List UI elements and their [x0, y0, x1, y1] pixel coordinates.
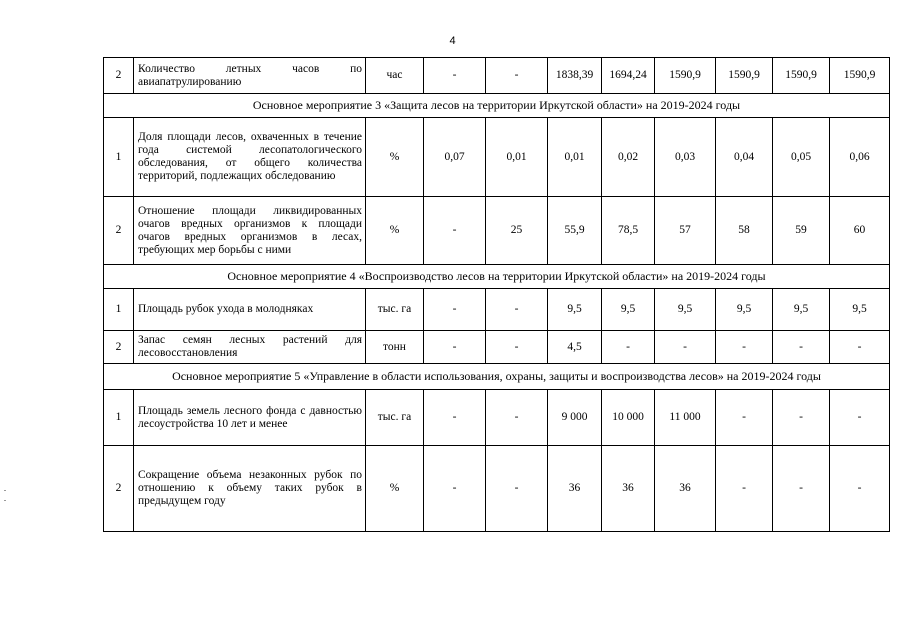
table-row	[104, 197, 890, 265]
value-cell: 57	[655, 197, 716, 265]
unit-cell: %	[366, 118, 424, 197]
value-cell: -	[424, 446, 486, 532]
indicator-name: Доля площади лесов, охваченных в течение года системой лесопатологического обследования, от общего количества территорий, подлежащих обследованию	[134, 118, 366, 197]
table-row	[104, 58, 890, 94]
row-number: 2	[104, 197, 134, 265]
unit-cell: тыс. га	[366, 390, 424, 446]
value-cell: -	[424, 331, 486, 364]
margin-mark	[4, 490, 6, 491]
value-cell: -	[424, 390, 486, 446]
value-cell: -	[486, 289, 548, 331]
indicator-name: Сокращение объема незаконных рубок по отношению к объему таких рубок в предыдущем году	[134, 446, 366, 532]
row-number: 2	[104, 331, 134, 364]
unit-cell: час	[366, 58, 424, 94]
value-cell: -	[773, 446, 830, 532]
value-cell: 36	[548, 446, 602, 532]
value-cell: 25	[486, 197, 548, 265]
value-cell: -	[655, 331, 716, 364]
value-cell: 0,01	[548, 118, 602, 197]
value-cell: -	[424, 289, 486, 331]
value-cell: 60	[830, 197, 890, 265]
row-number: 2	[104, 58, 134, 94]
table-row	[104, 289, 890, 331]
value-cell: -	[486, 58, 548, 94]
value-cell: -	[486, 446, 548, 532]
value-cell: 11 000	[655, 390, 716, 446]
row-number: 2	[104, 446, 134, 532]
value-cell: 0,05	[773, 118, 830, 197]
indicator-name: Запас семян лесных растений для лесовосстановления	[134, 331, 366, 364]
table-row	[104, 446, 890, 532]
value-cell: 0,06	[830, 118, 890, 197]
value-cell: 1838,39	[548, 58, 602, 94]
margin-mark	[4, 500, 6, 501]
value-cell: -	[716, 331, 773, 364]
indicator-name: Количество летных часов по авиапатрулированию	[134, 58, 366, 94]
value-cell: -	[830, 331, 890, 364]
value-cell: 36	[602, 446, 655, 532]
table-row	[104, 390, 890, 446]
value-cell: 1694,24	[602, 58, 655, 94]
value-cell: 9 000	[548, 390, 602, 446]
value-cell: 55,9	[548, 197, 602, 265]
table-row	[104, 118, 890, 197]
indicator-name: Отношение площади ликвидированных очагов вредных организмов к площади очагов вредных организмов в лесах, требующих мер борьбы с ними	[134, 197, 366, 265]
value-cell: 0,02	[602, 118, 655, 197]
value-cell: -	[830, 390, 890, 446]
value-cell: -	[773, 331, 830, 364]
value-cell: 0,07	[424, 118, 486, 197]
row-number: 1	[104, 390, 134, 446]
value-cell: 9,5	[830, 289, 890, 331]
value-cell: 0,03	[655, 118, 716, 197]
value-cell: 0,04	[716, 118, 773, 197]
value-cell: 9,5	[602, 289, 655, 331]
value-cell: -	[773, 390, 830, 446]
unit-cell: тонн	[366, 331, 424, 364]
value-cell: 1590,9	[773, 58, 830, 94]
value-cell: 9,5	[716, 289, 773, 331]
section-header-row	[104, 265, 890, 289]
section-title: Основное мероприятие 4 «Воспроизводство лесов на территории Иркутской области» на 2019-2024 годы	[104, 265, 890, 289]
value-cell: -	[716, 446, 773, 532]
value-cell: -	[424, 58, 486, 94]
section-header-row	[104, 364, 890, 390]
unit-cell: тыс. га	[366, 289, 424, 331]
value-cell: 4,5	[548, 331, 602, 364]
value-cell: 1590,9	[716, 58, 773, 94]
value-cell: 9,5	[773, 289, 830, 331]
table-body	[104, 58, 890, 532]
value-cell: -	[486, 390, 548, 446]
value-cell: 10 000	[602, 390, 655, 446]
row-number: 1	[104, 118, 134, 197]
value-cell: 0,01	[486, 118, 548, 197]
section-title: Основное мероприятие 3 «Защита лесов на территории Иркутской области» на 2019-2024 годы	[104, 94, 890, 118]
value-cell: 36	[655, 446, 716, 532]
section-title: Основное мероприятие 5 «Управление в области использования, охраны, защиты и воспроизводства лесов» на 2019-2024 годы	[104, 364, 890, 390]
value-cell: 9,5	[655, 289, 716, 331]
table-row	[104, 331, 890, 364]
value-cell: -	[424, 197, 486, 265]
value-cell: -	[602, 331, 655, 364]
value-cell: -	[716, 390, 773, 446]
unit-cell: %	[366, 197, 424, 265]
indicator-name: Площадь земель лесного фонда с давностью лесоустройства 10 лет и менее	[134, 390, 366, 446]
unit-cell: %	[366, 446, 424, 532]
page-number: 4	[449, 35, 456, 47]
value-cell: 1590,9	[655, 58, 716, 94]
value-cell: 58	[716, 197, 773, 265]
value-cell: 78,5	[602, 197, 655, 265]
row-number: 1	[104, 289, 134, 331]
value-cell: 59	[773, 197, 830, 265]
section-header-row	[104, 94, 890, 118]
value-cell: 1590,9	[830, 58, 890, 94]
value-cell: 9,5	[548, 289, 602, 331]
value-cell: -	[486, 331, 548, 364]
indicators-table	[103, 57, 890, 532]
indicator-name: Площадь рубок ухода в молодняках	[134, 289, 366, 331]
value-cell: -	[830, 446, 890, 532]
